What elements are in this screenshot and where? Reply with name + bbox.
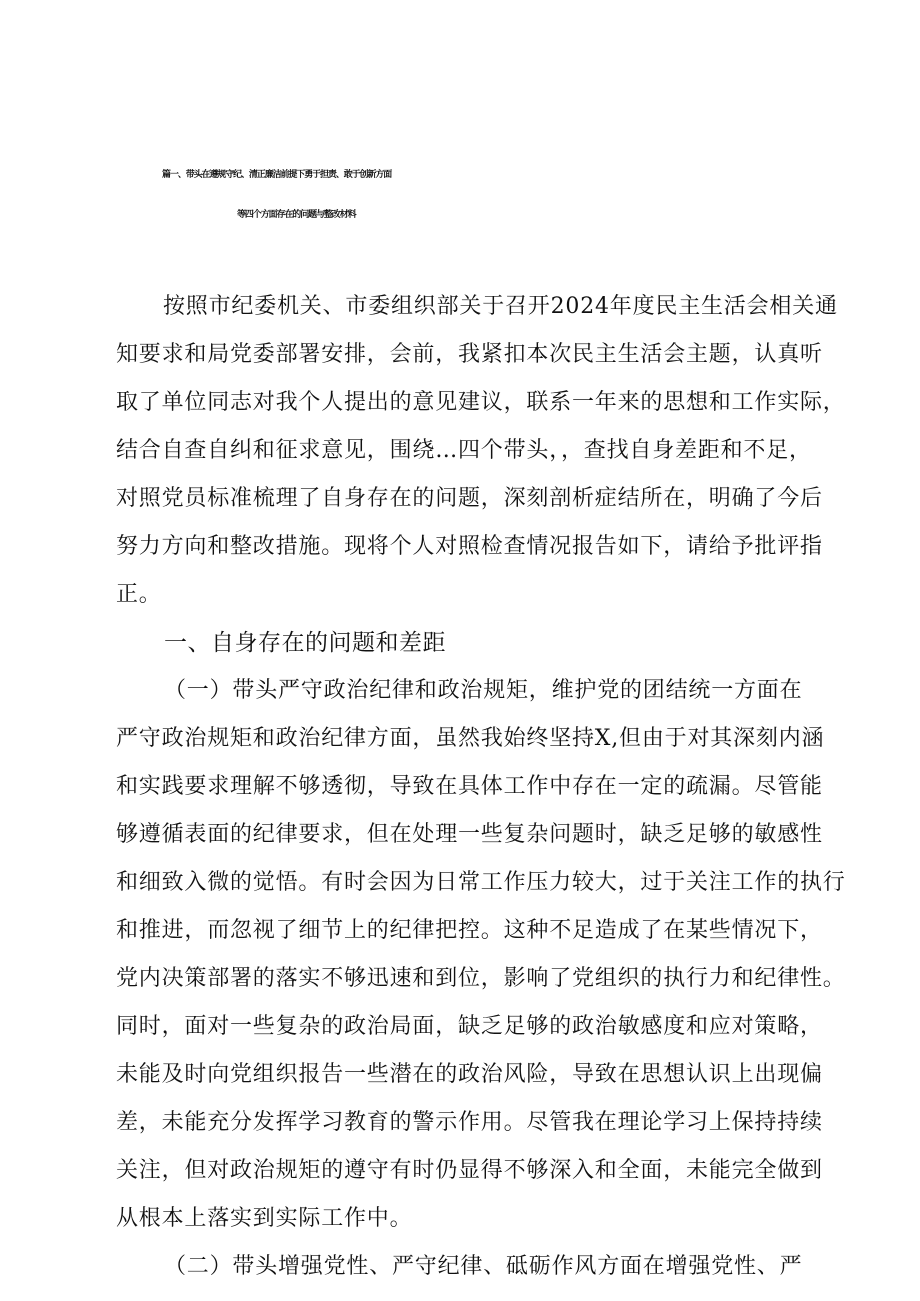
intro-line: 按照市纪委机关、市委组织部关于召开2024年度民主生活会相关通 (163, 294, 838, 319)
paragraph-line: 够遵循表面的纪律要求，但在处理一些复杂问题时，缺乏足够的敏感性 (116, 822, 823, 847)
paragraph-line: 差，未能充分发挥学习教育的警示作用。尽管我在理论学习上保持持续 (116, 1110, 823, 1135)
intro-line: 结合自查自纠和征求意见，围绕…四个带头，，查找自身差距和不足， (116, 438, 812, 463)
paragraph-line: 严守政治规矩和政治纪律方面，虽然我始终坚持X,但由于对其深刻内涵 (116, 726, 825, 751)
paragraph-line: 未能及时向党组织报告一些潜在的政治风险，导致在思想认识上出现偏 (116, 1062, 823, 1087)
intro-line: 知要求和局党委部署安排，会前，我紧扣本次民主生活会主题，认真听 (116, 342, 823, 367)
intro-line: 努力方向和整改措施。现将个人对照检查情况报告如下，请给予批评指 (116, 534, 823, 559)
document-title-line-2: 等四个方面存在的问题与整改材料 (237, 210, 356, 220)
paragraph-line: 和推进，而忽视了细节上的纪律把控。这种不足造成了在某些情况下， (116, 918, 823, 943)
document-title-line-1: 篇一、带头在遵规守纪、清正廉洁前提下勇于担责、敢于创新方面 (162, 170, 392, 180)
section-heading: 一、自身存在的问题和差距 (164, 630, 446, 656)
paragraph-line: （二）带头增强党性、严守纪律、砥砺作风方面在增强党性、严 (164, 1254, 803, 1279)
paragraph-line: （一）带头严守政治纪律和政治规矩，维护党的团结统一方面在 (164, 678, 803, 703)
paragraph-line: 同时，面对一些复杂的政治局面，缺乏足够的政治敏感度和应对策略， (116, 1014, 823, 1039)
paragraph-line: 和实践要求理解不够透彻，导致在具体工作中存在一定的疏漏。尽管能 (116, 774, 823, 799)
paragraph-line: 党内决策部署的落实不够迅速和到位，影响了党组织的执行力和纪律性。 (116, 966, 846, 991)
intro-line: 取了单位同志对我个人提出的意见建议，联系一年来的思想和工作实际， (116, 390, 846, 415)
intro-line: 对照党员标准梳理了自身存在的问题，深刻剖析症结所在，明确了今后 (116, 486, 823, 511)
paragraph-line: 从根本上落实到实际工作中。 (116, 1206, 413, 1231)
intro-line: 正。 (116, 582, 162, 607)
paragraph-line: 关注，但对政治规矩的遵守有时仍显得不够深入和全面，未能完全做到 (116, 1158, 823, 1183)
paragraph-line: 和细致入微的觉悟。有时会因为日常工作压力较大，过于关注工作的执行 (116, 870, 846, 895)
